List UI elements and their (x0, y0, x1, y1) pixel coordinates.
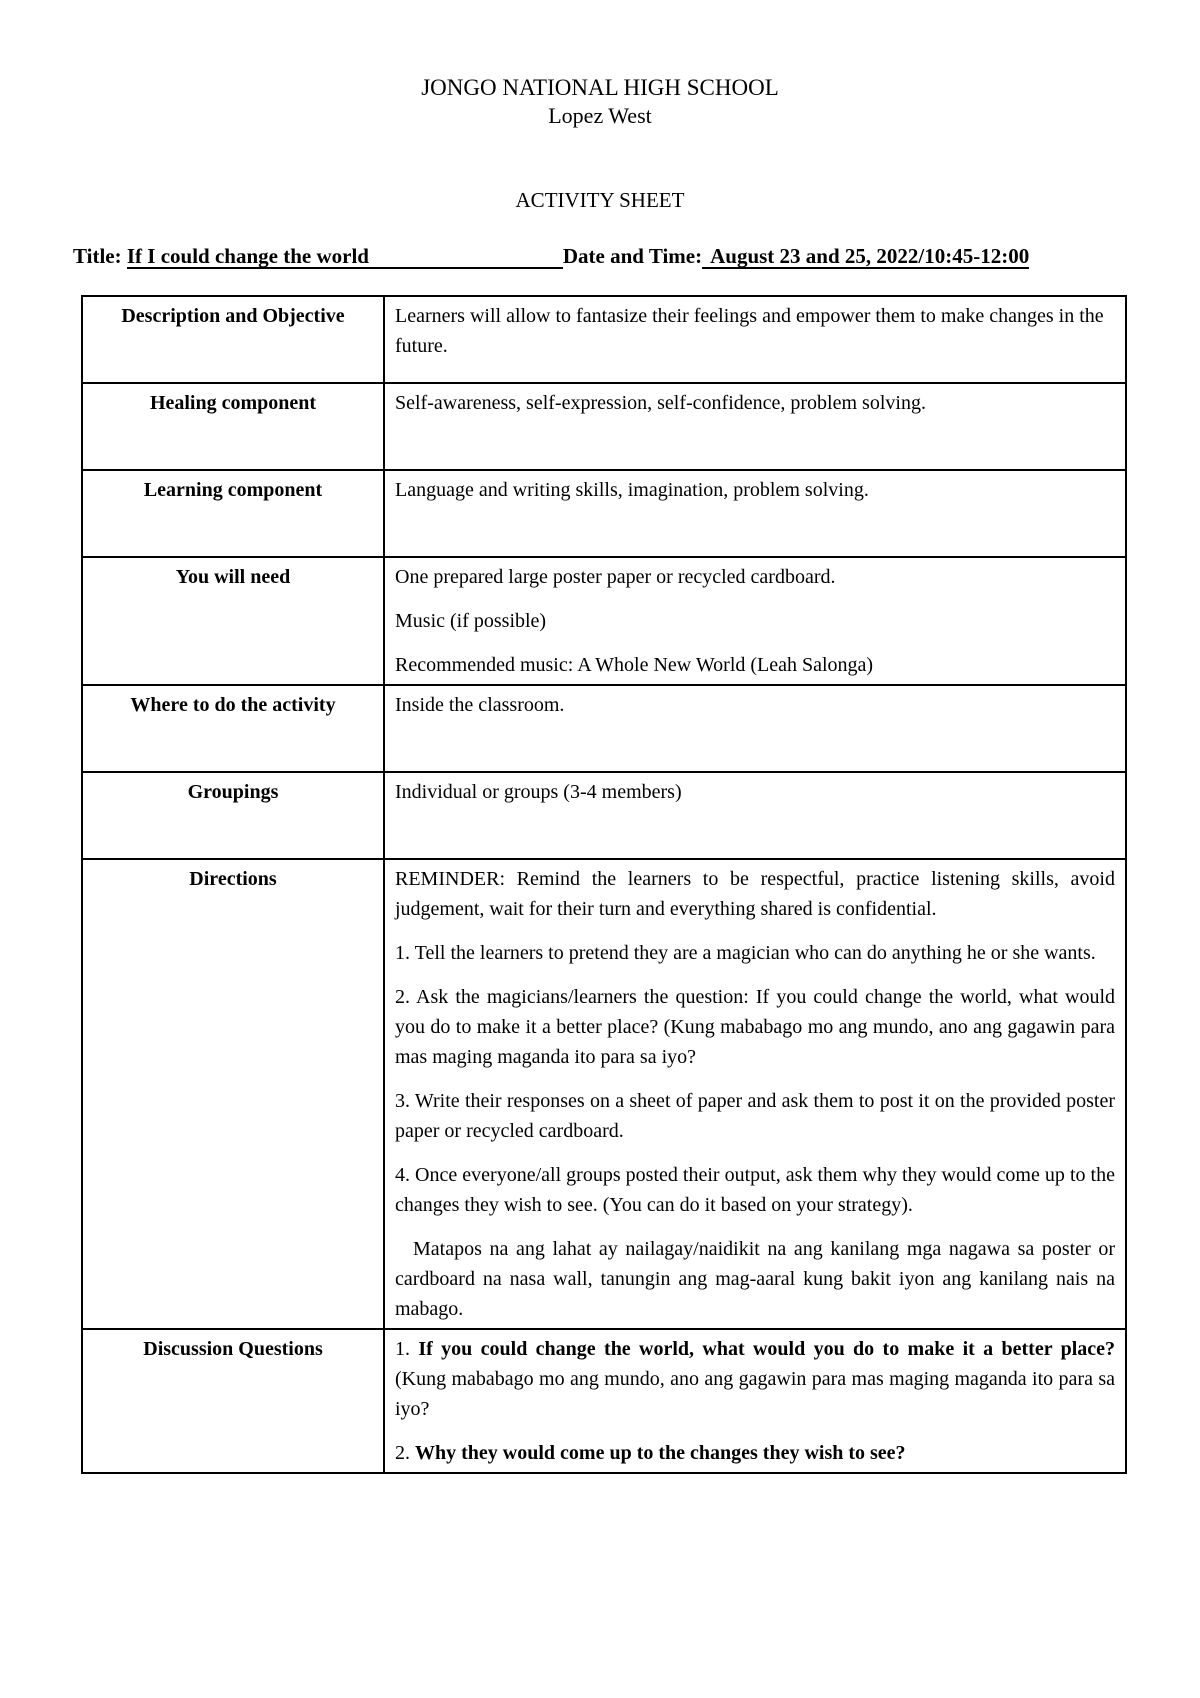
directions-label: Directions (82, 859, 384, 1329)
need-item: Recommended music: A Whole New World (Leah Salonga) (395, 654, 874, 676)
description-label: Description and Objective (82, 296, 384, 383)
q2-bold-text: Why they would come up to the changes they wish to see? (415, 1442, 906, 1464)
directions-reminder: REMINDER: Remind the learners to be respectful, practice listening skills, avoid judgement, wait for their turn and everything shared is confidential. (395, 868, 1115, 920)
learning-label: Learning component (82, 470, 384, 557)
discussion-content (384, 1329, 1126, 1473)
discussion-label: Discussion Questions (82, 1329, 384, 1473)
row-discussion (82, 1329, 1126, 1473)
row-where (82, 685, 1126, 772)
learning-text: Language and writing skills, imagination, problem solving. (384, 470, 1126, 557)
row-directions (82, 859, 1126, 1329)
sheet-title: ACTIVITY SHEET (515, 188, 685, 212)
healing-label: Healing component (82, 383, 384, 470)
directions-filipino-note: Matapos na ang lahat ay nailagay/naidikit na ang kanilang mga nagawa sa poster or cardboard na nasa wall, tanungin ang mag-aaral kung bakit iyon ang kanilang nais na mabago. (395, 1238, 1115, 1320)
q1-number: 1. (395, 1338, 419, 1360)
directions-step: 1. Tell the learners to pretend they are a magician who can do anything he or she wants. (395, 942, 1096, 964)
activity-table (81, 295, 1127, 1474)
where-label: Where to do the activity (82, 685, 384, 772)
groupings-text: Individual or groups (3-4 members) (384, 772, 1126, 859)
directions-step: 4. Once everyone/all groups posted their output, ask them why they would come up to the changes they wish to see. (You can do it based on your strategy). (395, 1164, 1115, 1216)
school-location: Lopez West (548, 103, 652, 128)
need-item: Music (if possible) (395, 610, 547, 632)
school-name: JONGO NATIONAL HIGH SCHOOL (421, 75, 779, 100)
discussion-question-2 (395, 1438, 1115, 1468)
title-date-line (73, 242, 1133, 270)
row-groupings (82, 772, 1126, 859)
row-learning (82, 470, 1126, 557)
row-healing (82, 383, 1126, 470)
date-label: Date and Time: (562, 244, 703, 268)
row-description (82, 296, 1126, 383)
directions-step: 3. Write their responses on a sheet of paper and ask them to post it on the provided poster paper or recycled cardboard. (395, 1090, 1115, 1142)
where-text: Inside the classroom. (384, 685, 1126, 772)
q2-number: 2. (395, 1442, 415, 1464)
need-content (384, 557, 1126, 685)
need-item: One prepared large poster paper or recycled cardboard. (395, 566, 836, 588)
need-label: You will need (82, 557, 384, 685)
groupings-label: Groupings (82, 772, 384, 859)
directions-step: 2. Ask the magicians/learners the question: If you could change the world, what would you do to make it a better place? (Kung mababago mo ang mundo, ano ang gagawin para mas maging maganda ito para sa iyo? (395, 986, 1115, 1068)
date-time-value: August 23 and 25, 2022/10:45-12:00 (702, 245, 1029, 269)
discussion-question-1 (395, 1334, 1115, 1424)
title-label: Title: (73, 244, 127, 268)
q1-bold-text: If you could change the world, what would you do to make it a better place? (418, 1338, 1115, 1360)
activity-title: If I could change the world (127, 245, 563, 269)
directions-content (384, 859, 1126, 1329)
description-text: Learners will allow to fantasize their feelings and empower them to make changes in the future. (384, 296, 1126, 383)
healing-text: Self-awareness, self-expression, self-confidence, problem solving. (384, 383, 1126, 470)
row-you-will-need (82, 557, 1126, 685)
q1-translation: (Kung mababago mo ang mundo, ano ang gagawin para mas maging maganda ito para sa iyo? (395, 1368, 1115, 1420)
